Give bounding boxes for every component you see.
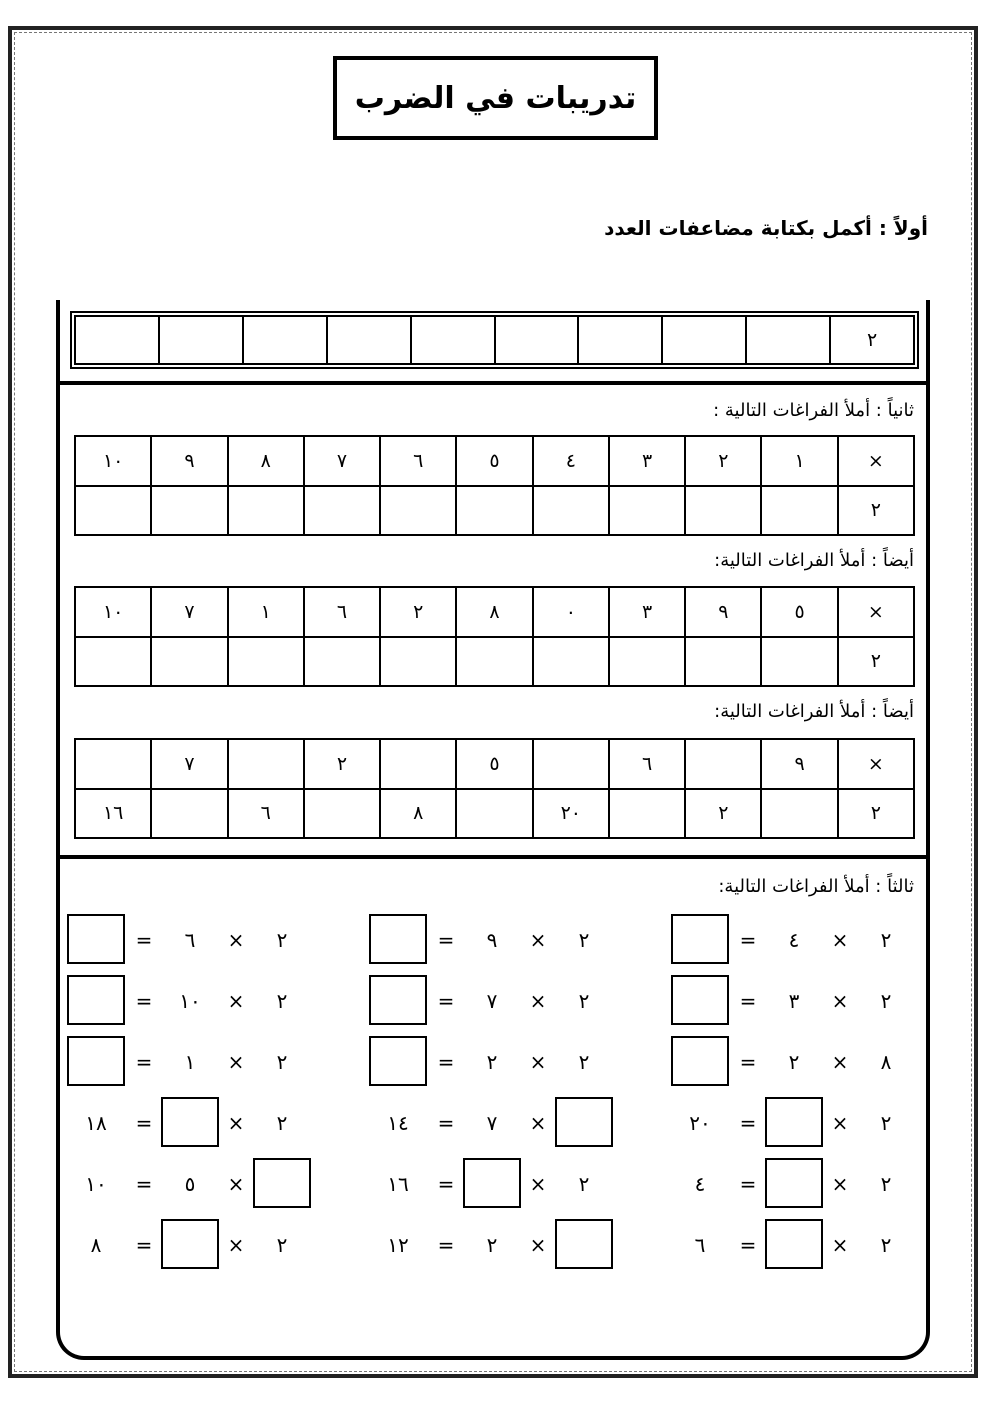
equals-sign: =: [135, 928, 153, 952]
times-sign: ×: [227, 1172, 245, 1196]
blank-cell[interactable]: [578, 316, 662, 364]
equals-sign: =: [135, 989, 153, 1013]
blank-cell[interactable]: [380, 486, 456, 536]
equals-sign: =: [437, 1233, 455, 1257]
number: ٢: [788, 1050, 800, 1074]
equals-sign: =: [437, 1172, 455, 1196]
number: ١٠: [179, 989, 201, 1013]
table-cell: ٨: [380, 789, 456, 839]
table-cell: ٣: [609, 587, 685, 637]
number: ٥: [184, 1172, 196, 1196]
table-cell: ٢: [838, 789, 914, 839]
table-cell: ٦: [380, 436, 456, 486]
table-cell: ٦: [228, 789, 304, 839]
table-cell: ٦: [609, 739, 685, 789]
number: ١: [184, 1050, 196, 1074]
equals-sign: =: [135, 1111, 153, 1135]
table-cell: ×: [838, 587, 914, 637]
blank-cell[interactable]: [685, 486, 761, 536]
number: ٧: [486, 1111, 498, 1135]
times-sign: ×: [227, 1233, 245, 1257]
times-sign: ×: [529, 1111, 547, 1135]
blank-cell[interactable]: [243, 316, 327, 364]
number: ٢: [276, 928, 288, 952]
number: ٢: [276, 1111, 288, 1135]
table-cell: ٥: [456, 739, 532, 789]
table-cell: ١٠: [75, 436, 151, 486]
times-sign: ×: [227, 928, 245, 952]
answer-box[interactable]: [161, 1097, 219, 1147]
table-cell: ٧: [304, 436, 380, 486]
number: ٨: [90, 1233, 102, 1257]
number: ٦: [694, 1233, 706, 1257]
times-sign: ×: [529, 1233, 547, 1257]
times-sign: ×: [831, 1050, 849, 1074]
times-sign: ×: [831, 1111, 849, 1135]
answer-box[interactable]: [67, 914, 125, 964]
table-cell: ×: [838, 739, 914, 789]
blank-cell[interactable]: [151, 637, 227, 687]
section5-heading: ثالثاً : أملأ الفراغات التالية:: [718, 876, 914, 897]
table-cell: ١٦: [75, 789, 151, 839]
table-row: [75, 587, 914, 637]
equation-row: [0, 914, 992, 966]
table-row: [75, 739, 914, 789]
number: ٦: [184, 928, 196, 952]
section3-heading: أيضاً : أملأ الفراغات التالية:: [714, 550, 914, 571]
number: ٢: [578, 928, 590, 952]
blank-cell[interactable]: [380, 739, 456, 789]
number: ١٦: [387, 1172, 409, 1196]
table-cell: ٠: [533, 587, 609, 637]
blank-cell[interactable]: [228, 739, 304, 789]
equals-sign: =: [437, 989, 455, 1013]
equation-row: [0, 1097, 992, 1149]
number: ٨: [880, 1050, 892, 1074]
blank-cell[interactable]: [495, 316, 579, 364]
table-cell: ٧: [151, 739, 227, 789]
blank-cell[interactable]: [411, 316, 495, 364]
times-sign: ×: [831, 1172, 849, 1196]
blank-cell[interactable]: [75, 637, 151, 687]
table-cell: ٩: [761, 739, 837, 789]
divider: [56, 381, 930, 385]
table-cell: ٢: [838, 486, 914, 536]
number: ٢: [578, 1172, 590, 1196]
blank-cell[interactable]: [609, 486, 685, 536]
table-cell: ٤: [533, 436, 609, 486]
number: ٢: [276, 1050, 288, 1074]
blank-cell[interactable]: [228, 486, 304, 536]
blank-cell[interactable]: [685, 739, 761, 789]
equals-sign: =: [739, 1050, 757, 1074]
blank-cell[interactable]: [380, 637, 456, 687]
number: ١٨: [85, 1111, 107, 1135]
table-cell: ١٠: [75, 587, 151, 637]
table-cell: ٢: [830, 316, 914, 364]
times-sign: ×: [529, 1172, 547, 1196]
table-row: [75, 637, 914, 687]
section2-heading: ثانياً : أملأ الفراغات التالية :: [713, 400, 914, 421]
number: ٢: [880, 928, 892, 952]
table-cell: ٣: [609, 436, 685, 486]
number: ٢: [880, 1111, 892, 1135]
number: ٢: [880, 1172, 892, 1196]
equals-sign: =: [739, 989, 757, 1013]
number: ٢: [578, 989, 590, 1013]
blank-cell[interactable]: [609, 637, 685, 687]
blank-cell[interactable]: [609, 789, 685, 839]
number: ٧: [486, 989, 498, 1013]
times-sign: ×: [529, 928, 547, 952]
equals-sign: =: [135, 1172, 153, 1196]
answer-box[interactable]: [161, 1219, 219, 1269]
table-cell: ٧: [151, 587, 227, 637]
table-cell: ١: [228, 587, 304, 637]
table-cell: ٢٠: [533, 789, 609, 839]
fill-table-3: [74, 738, 915, 839]
blank-cell[interactable]: [304, 637, 380, 687]
table-cell: ٥: [456, 436, 532, 486]
table-cell: ٩: [151, 436, 227, 486]
table-row: [75, 789, 914, 839]
times-sign: ×: [831, 1233, 849, 1257]
table-cell: ٨: [456, 587, 532, 637]
table-row: [75, 436, 914, 486]
blank-cell[interactable]: [75, 739, 151, 789]
answer-box[interactable]: [67, 1036, 125, 1086]
blank-cell[interactable]: [533, 637, 609, 687]
section4-heading: أيضاً : أملأ الفراغات التالية:: [714, 701, 914, 722]
equals-sign: =: [437, 928, 455, 952]
equation-row: [0, 1158, 992, 1210]
equation-row: [0, 1036, 992, 1088]
blank-cell[interactable]: [327, 316, 411, 364]
number: ٤: [694, 1172, 706, 1196]
blank-cell[interactable]: [746, 316, 830, 364]
table-row: [75, 486, 914, 536]
blank-cell[interactable]: [456, 789, 532, 839]
number: ١٢: [387, 1233, 409, 1257]
equals-sign: =: [739, 1111, 757, 1135]
times-sign: ×: [529, 989, 547, 1013]
blank-cell[interactable]: [761, 789, 837, 839]
equals-sign: =: [135, 1050, 153, 1074]
number: ٢: [880, 989, 892, 1013]
number: ١٠: [85, 1172, 107, 1196]
times-sign: ×: [529, 1050, 547, 1074]
blank-cell[interactable]: [304, 486, 380, 536]
number: ٢: [486, 1050, 498, 1074]
fill-table-2: [74, 586, 915, 687]
table-cell: ٦: [304, 587, 380, 637]
table-cell: ٢: [304, 739, 380, 789]
blank-cell[interactable]: [761, 637, 837, 687]
number: ١٤: [387, 1111, 409, 1135]
blank-cell[interactable]: [151, 789, 227, 839]
times-sign: ×: [227, 1111, 245, 1135]
table-cell: ٢: [685, 436, 761, 486]
equals-sign: =: [135, 1233, 153, 1257]
equals-sign: =: [437, 1111, 455, 1135]
page-title: تدريبات في الضرب: [333, 56, 658, 140]
blank-cell[interactable]: [159, 316, 243, 364]
blank-cell[interactable]: [456, 486, 532, 536]
number: ٢٠: [689, 1111, 711, 1135]
table-cell: ٢: [838, 637, 914, 687]
equation-row: [0, 1219, 992, 1271]
blank-cell[interactable]: [456, 637, 532, 687]
table-cell: ٥: [761, 587, 837, 637]
section1-heading: أولاً : أكمل بكتابة مضاعفات العدد: [604, 216, 928, 240]
equals-sign: =: [437, 1050, 455, 1074]
blank-cell[interactable]: [533, 739, 609, 789]
divider: [56, 855, 930, 859]
number: ٣: [788, 989, 800, 1013]
table-cell: ٩: [685, 587, 761, 637]
blank-cell[interactable]: [761, 486, 837, 536]
table-cell: ×: [838, 436, 914, 486]
blank-cell[interactable]: [662, 316, 746, 364]
blank-cell[interactable]: [228, 637, 304, 687]
blank-cell[interactable]: [151, 486, 227, 536]
equals-sign: =: [739, 1233, 757, 1257]
blank-cell[interactable]: [75, 486, 151, 536]
fill-table-1: [74, 435, 915, 536]
number: ٩: [486, 928, 498, 952]
table-cell: ١: [761, 436, 837, 486]
blank-cell[interactable]: [75, 316, 159, 364]
number: ٢: [486, 1233, 498, 1257]
multiples-table: [74, 315, 915, 365]
answer-box[interactable]: [67, 975, 125, 1025]
blank-cell[interactable]: [685, 637, 761, 687]
answer-box[interactable]: [253, 1158, 311, 1208]
number: ٢: [578, 1050, 590, 1074]
number: ٢: [880, 1233, 892, 1257]
blank-cell[interactable]: [304, 789, 380, 839]
table-cell: ٢: [380, 587, 456, 637]
equals-sign: =: [739, 1172, 757, 1196]
times-sign: ×: [831, 989, 849, 1013]
times-sign: ×: [227, 1050, 245, 1074]
blank-cell[interactable]: [533, 486, 609, 536]
table-cell: ٨: [228, 436, 304, 486]
table-cell: ٢: [685, 789, 761, 839]
equals-sign: =: [739, 928, 757, 952]
times-sign: ×: [227, 989, 245, 1013]
number: ٤: [788, 928, 800, 952]
number: ٢: [276, 1233, 288, 1257]
equation-row: [0, 975, 992, 1027]
times-sign: ×: [831, 928, 849, 952]
number: ٢: [276, 989, 288, 1013]
table-row: [75, 316, 914, 364]
